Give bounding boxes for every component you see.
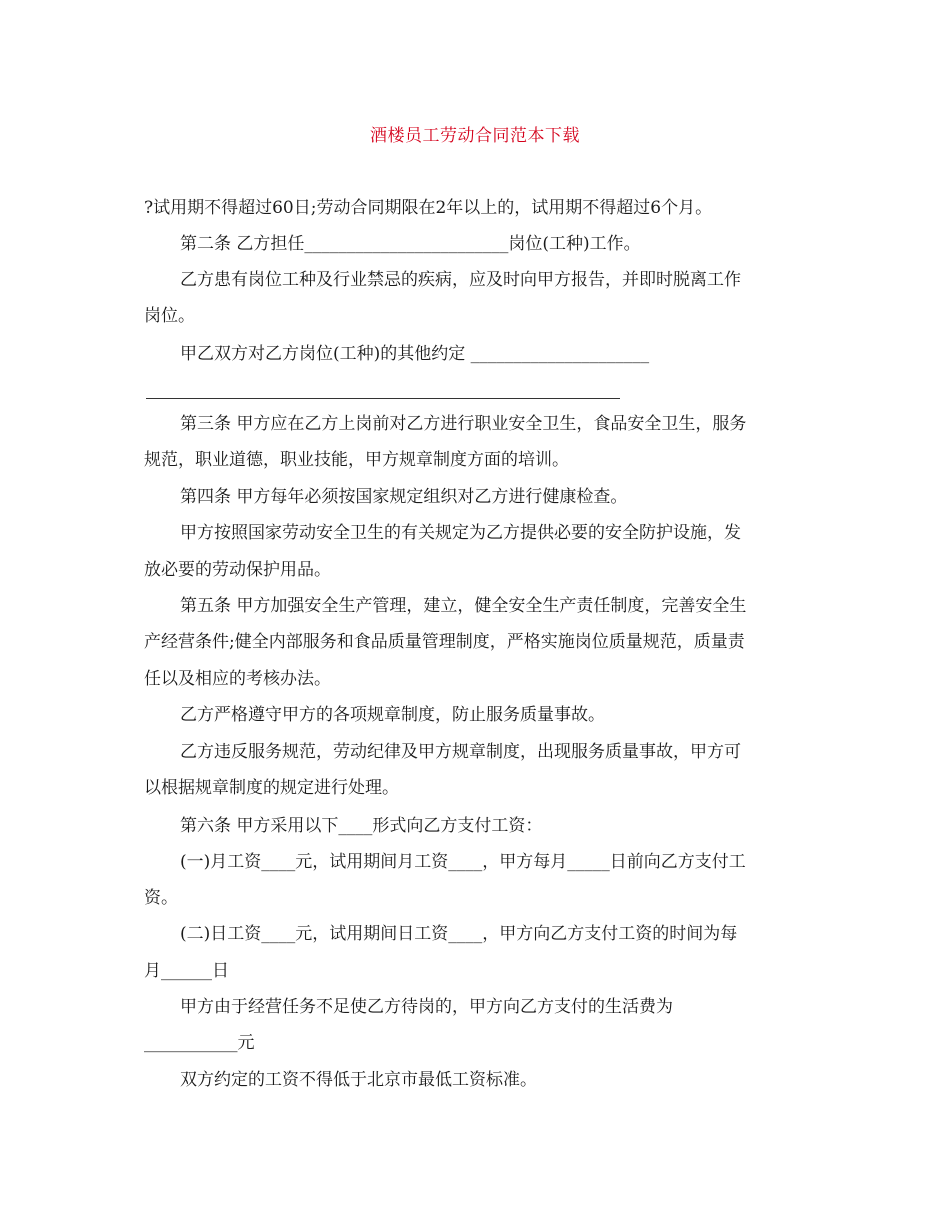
text-line: ?试用期不得超过60日;劳动合同期限在2年以上的，试用期不得超过6个月。 [144,198,713,218]
text-line: 任以及相应的考核办法。 [144,669,331,689]
text-line: 乙方患有岗位工种及行业禁忌的疾病，应及时向甲方报告，并即时脱离工作 [180,270,741,290]
blank-fill-line [146,398,620,399]
text-line: 第五条 甲方加强安全生产管理，建立，健全安全生产责任制度，完善安全生 [180,596,747,616]
text-line: 放必要的劳动保护用品。 [144,560,331,580]
text-line: 第六条 甲方采用以下____形式向乙方支付工资： [180,816,543,836]
text-line: 乙方严格遵守甲方的各项规章制度，防止服务质量事故。 [180,705,605,725]
text-line: 产经营条件;健全内部服务和食品质量管理制度，严格实施岗位质量规范，质量责 [144,632,745,652]
text-line: (一)月工资____元，试用期间月工资____，甲方每月_____日前向乙方支付工 [180,852,746,872]
text-line: 甲方按照国家劳动安全卫生的有关规定为乙方提供必要的安全防护设施，发 [180,523,741,543]
text-line: 岗位。 [144,306,195,326]
text-line: 以根据规章制度的规定进行处理。 [144,778,399,798]
text-line: 甲方由于经营任务不足使乙方待岗的，甲方向乙方支付的生活费为 [180,997,673,1017]
text-line: 第二条 乙方担任________________________岗位(工种)工作。 [180,234,641,254]
text-line: 甲乙双方对乙方岗位(工种)的其他约定 _____________________ [180,344,650,364]
text-line: 第三条 甲方应在乙方上岗前对乙方进行职业安全卫生，食品安全卫生，服务 [180,414,747,434]
text-line: ___________元 [144,1033,255,1053]
text-line: 第四条 甲方每年必须按国家规定组织对乙方进行健康检查。 [180,487,628,507]
text-line: 月______日 [144,961,229,981]
text-line: (二)日工资____元，试用期间日工资____，甲方向乙方支付工资的时间为每 [180,924,738,944]
text-line: 规范，职业道德，职业技能，甲方规章制度方面的培训。 [144,450,569,470]
document-title: 酒楼员工劳动合同范本下载 [370,126,580,146]
text-line: 资。 [144,888,178,908]
text-line: 双方约定的工资不得低于北京市最低工资标准。 [180,1070,537,1090]
text-line: 乙方违反服务规范，劳动纪律及甲方规章制度，出现服务质量事故，甲方可 [180,742,741,762]
